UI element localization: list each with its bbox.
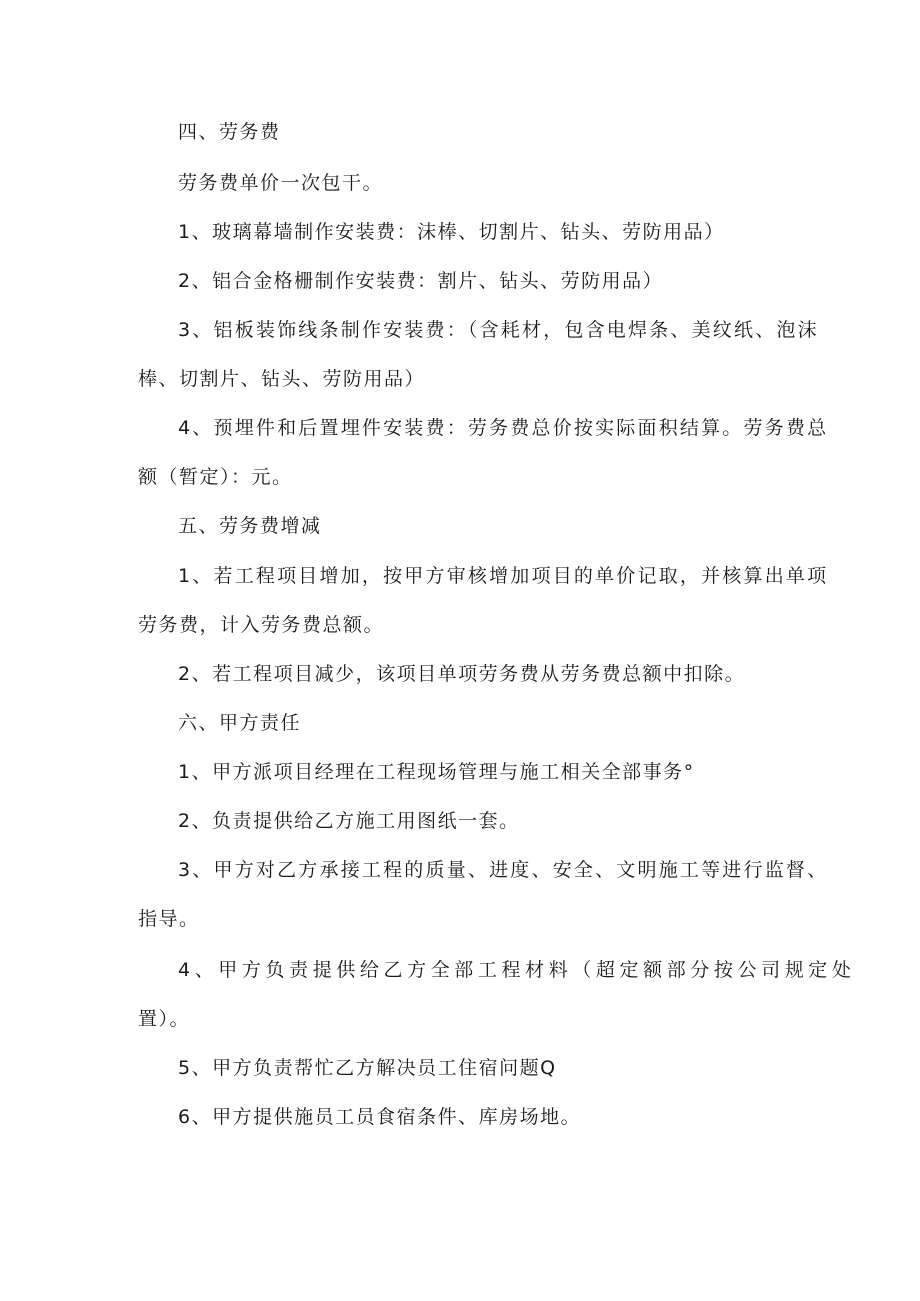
section-heading-party-a-duties: 六、甲方责任: [178, 712, 302, 734]
paragraph-continuation: 劳务费，计入劳务费总额。: [138, 614, 385, 636]
paragraph: 1、甲方派项目经理在工程现场管理与施工相关全部事务°: [178, 761, 695, 783]
paragraph: 5、甲方负责帮忙乙方解决员工住宿问题Q: [178, 1057, 557, 1079]
paragraph: 1、若工程项目增加，按甲方审核增加项目的单价记取，并核算出单项: [178, 565, 829, 587]
paragraph: 6、甲方提供施员工员食宿条件、库房场地。: [178, 1106, 582, 1128]
paragraph: 4、甲方负责提供给乙方全部工程材料（超定额部分按公司规定处: [178, 959, 856, 981]
paragraph-continuation: 额（暂定）：元。: [138, 466, 293, 488]
paragraph: 2、若工程项目减少，该项目单项劳务费从劳务费总额中扣除。: [178, 663, 746, 685]
paragraph: 4、预埋件和后置埋件安装费：劳务费总价按实际面积结算。劳务费总: [178, 417, 829, 439]
paragraph: 1、玻璃幕墙制作安装费：沫棒、切割片、钻头、劳防用品）: [178, 221, 725, 243]
paragraph: 劳务费单价一次包干。: [178, 172, 384, 194]
section-heading-fee-adjustment: 五、劳务费增减: [178, 515, 322, 537]
paragraph: 3、甲方对乙方承接工程的质量、进度、安全、文明施工等进行监督、: [178, 859, 829, 881]
paragraph: 3、铝板装饰线条制作安装费：（含耗材，包含电焊条、美纹纸、泡沫: [178, 319, 819, 341]
paragraph: 2、负责提供给乙方施工用图纸一套。: [178, 810, 520, 832]
paragraph-continuation: 棒、切割片、钻头、劳防用品）: [138, 368, 426, 390]
paragraph-continuation: 指导。: [138, 908, 200, 930]
paragraph-continuation: 置）。: [138, 1008, 191, 1030]
paragraph: 2、铝合金格栅制作安装费：割片、钻头、劳防用品）: [178, 270, 664, 292]
section-heading-labor-fee: 四、劳务费: [178, 121, 281, 143]
